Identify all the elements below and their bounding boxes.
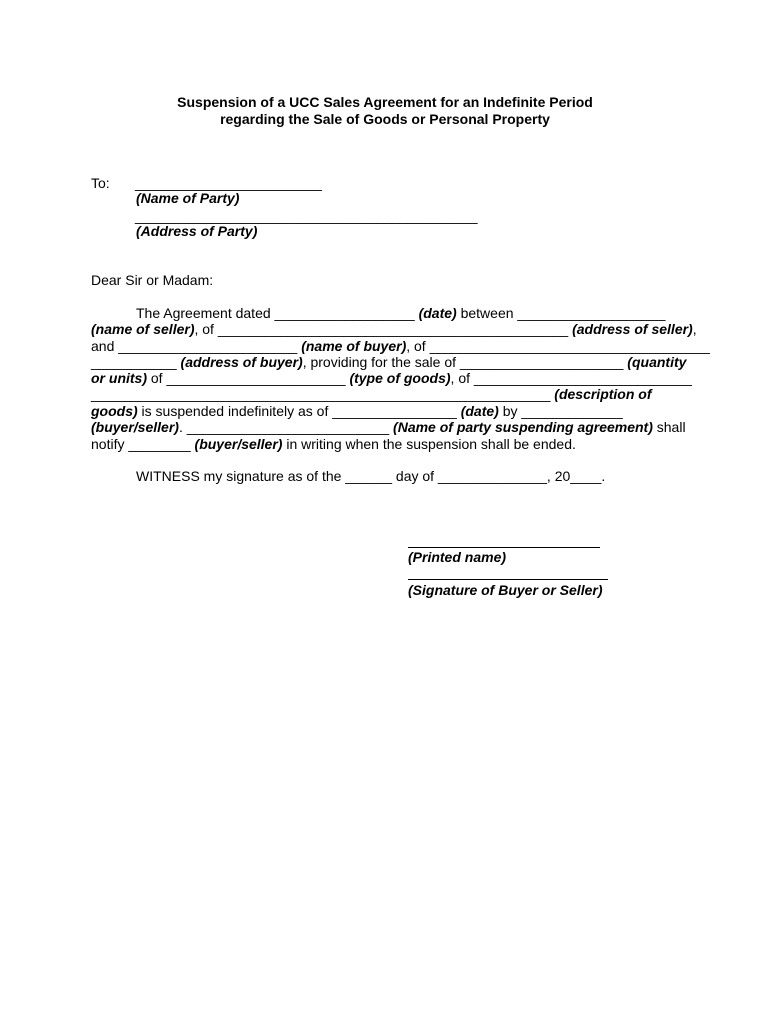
- body-text: , of ____________________________: [450, 370, 692, 386]
- body-text: ,: [692, 321, 697, 337]
- address-of-party-blank: ____________________________________________: [135, 208, 478, 224]
- units-caption: or units): [91, 370, 147, 386]
- body-line-1: [136, 305, 665, 322]
- buyer-seller-caption: (buyer/seller): [91, 419, 179, 435]
- body-text: , of _____________________________________________: [194, 321, 573, 337]
- date-caption: (date): [418, 305, 457, 321]
- name-of-buyer-caption: (name of buyer): [301, 338, 407, 354]
- suspending-party-caption: (Name of party suspending agreement): [393, 419, 653, 435]
- name-of-seller-caption: (name of seller): [91, 321, 195, 337]
- body-text: notify ________: [91, 436, 195, 452]
- signature-caption: (Signature of Buyer or Seller): [408, 582, 603, 598]
- salutation: Dear Sir or Madam:: [91, 272, 214, 288]
- body-line-5: [91, 370, 692, 387]
- body-line-8: [91, 419, 686, 436]
- body-text: . __________________________: [178, 419, 394, 435]
- body-text: ___________________________________________________________: [91, 386, 555, 402]
- body-line-2: [91, 321, 697, 338]
- name-of-party-caption: (Name of Party): [136, 190, 240, 206]
- quantity-caption: (quantity: [627, 354, 687, 370]
- body-text: The Agreement dated __________________: [136, 305, 419, 321]
- body-text: , providing for the sale of _____________________: [302, 354, 628, 370]
- buyer-seller-caption: (buyer/seller): [194, 436, 283, 452]
- to-label: To:: [91, 175, 110, 191]
- document-title-line-2: regarding the Sale of Goods or Personal Property: [220, 111, 550, 127]
- address-of-seller-caption: (address of seller): [572, 321, 693, 337]
- body-text: shall: [652, 419, 686, 435]
- document-title-line-1: Suspension of a UCC Sales Agreement for an Indefinite Period: [177, 94, 593, 110]
- name-of-party-blank: ________________________: [135, 175, 322, 191]
- body-line-3: [91, 338, 710, 355]
- body-text: of _______________________: [147, 370, 350, 386]
- body-line-4: [91, 354, 686, 371]
- printed-name-line: [408, 547, 600, 548]
- signature-line: [408, 579, 608, 580]
- body-line-9: [91, 436, 576, 453]
- address-of-party-caption: (Address of Party): [136, 223, 258, 239]
- body-text: ___________: [91, 354, 181, 370]
- body-text: between ___________________: [456, 305, 666, 321]
- witness-clause: WITNESS my signature as of the ______ day of ______________, 20____.: [136, 468, 606, 484]
- body-text: , of ____________________________________: [406, 338, 710, 354]
- goods-caption: goods): [91, 403, 138, 419]
- body-text: in writing when the suspension shall be ended.: [282, 436, 576, 452]
- date-caption: (date): [460, 403, 499, 419]
- body-text: is suspended indefinitely as of ________________: [137, 403, 461, 419]
- body-text: by _____________: [498, 403, 623, 419]
- address-of-buyer-caption: (address of buyer): [180, 354, 303, 370]
- body-line-6: [91, 386, 652, 403]
- type-of-goods-caption: (type of goods): [349, 370, 451, 386]
- body-line-7: [91, 403, 623, 420]
- body-text: and _______________________: [91, 338, 302, 354]
- printed-name-caption: (Printed name): [408, 549, 507, 565]
- description-caption: (description of: [554, 386, 652, 402]
